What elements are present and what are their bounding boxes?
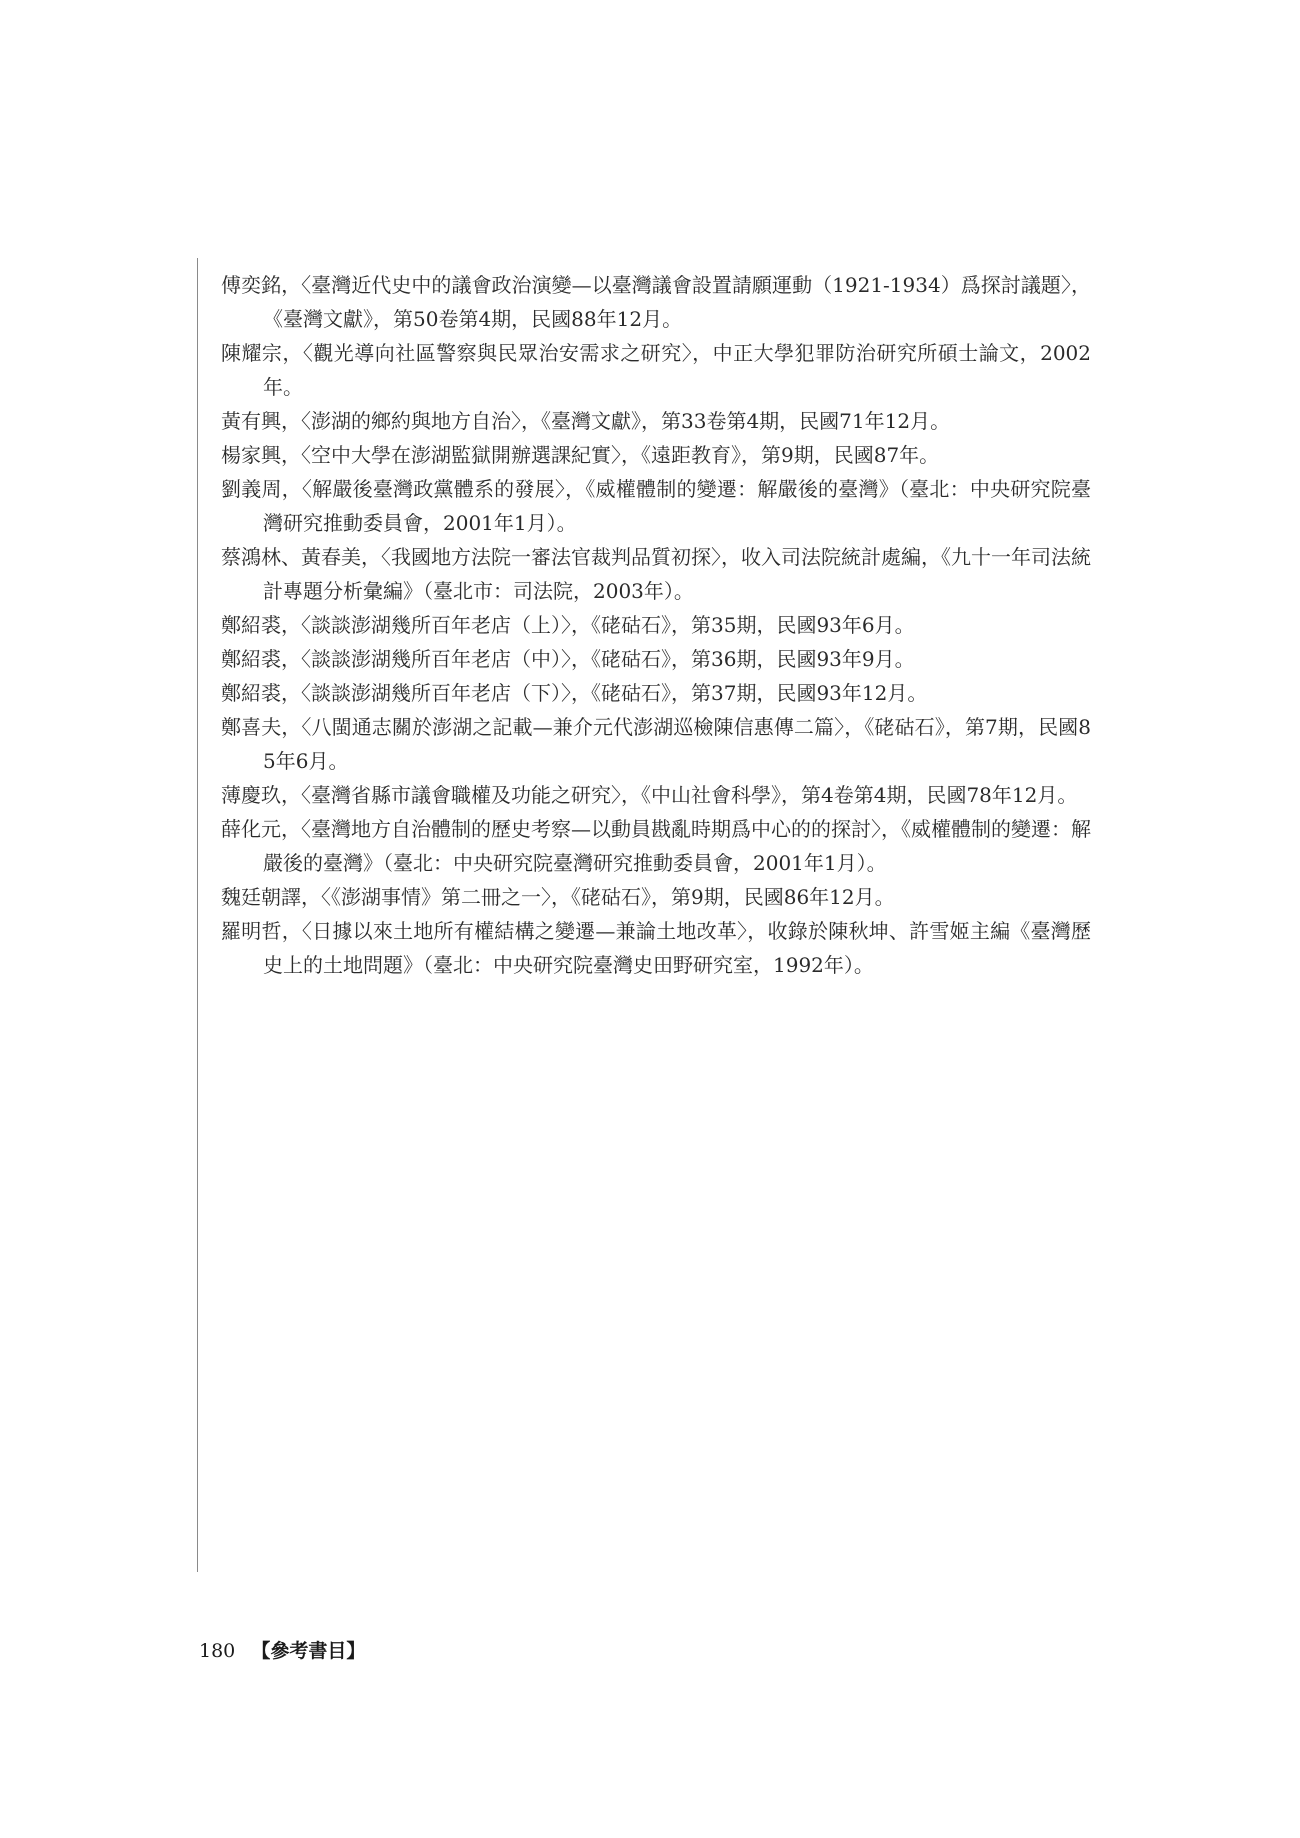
reference-list [221, 268, 1091, 982]
reference-entry: 蔡鴻林、黃春美，〈我國地方法院一審法官裁判品質初探〉，收入司法院統計處編，《九十一年司法統計專題分析彙編》（臺北市：司法院，2003年）。 [221, 545, 1091, 603]
reference-entry: 黃有興，〈澎湖的鄉約與地方自治〉，《臺灣文獻》，第33卷第4期，民國71年12月。 [221, 409, 951, 433]
section-label: 【參考書目】 [251, 1640, 366, 1662]
reference-entry: 鄭紹裘，〈談談澎湖幾所百年老店（中）〉，《硓𥑮石》，第36期，民國93年9月。 [221, 647, 915, 671]
page-footer [199, 1636, 365, 1663]
reference-entry: 傅奕銘，〈臺灣近代史中的議會政治演變—以臺灣議會設置請願運動（1921-1934）爲探討議題〉，《臺灣文獻》，第50卷第4期，民國88年12月。 [221, 273, 1091, 331]
reference-entry: 劉義周，〈解嚴後臺灣政黨體系的發展〉，《威權體制的變遷：解嚴後的臺灣》（臺北：中央研究院臺灣研究推動委員會，2001年1月）。 [221, 477, 1091, 535]
reference-entry: 鄭紹裘，〈談談澎湖幾所百年老店（上）〉，《硓𥑮石》，第35期，民國93年6月。 [221, 613, 915, 637]
reference-entry: 薛化元，〈臺灣地方自治體制的歷史考察—以動員戡亂時期爲中心的的探討〉，《威權體制的變遷：解嚴後的臺灣》（臺北：中央研究院臺灣研究推動委員會，2001年1月）。 [221, 817, 1091, 875]
reference-entry: 魏廷朝譯，〈《澎湖事情》第二冊之一〉，《硓𥑮石》，第9期，民國86年12月。 [221, 885, 895, 909]
reference-entry: 薄慶玖，〈臺灣省縣市議會職權及功能之研究〉，《中山社會科學》，第4卷第4期，民國78年12月。 [221, 783, 1078, 807]
reference-entry: 羅明哲，〈日據以來土地所有權結構之變遷—兼論土地改革〉，收錄於陳秋坤、許雪姬主編《臺灣歷史上的土地問題》（臺北：中央研究院臺灣史田野研究室，1992年）。 [221, 919, 1091, 977]
page-number: 180 [199, 1640, 236, 1662]
reference-entry: 鄭喜夫，〈八閩通志關於澎湖之記載—兼介元代澎湖巡檢陳信惠傳二篇〉，《硓𥑮石》，第7期，民國85年6月。 [221, 715, 1091, 773]
reference-entry: 楊家興，〈空中大學在澎湖監獄開辦選課紀實〉，《遠距教育》，第9期，民國87年。 [221, 443, 940, 467]
reference-entry: 鄭紹裘，〈談談澎湖幾所百年老店（下）〉，《硓𥑮石》，第37期，民國93年12月。 [221, 681, 928, 705]
margin-rule [197, 258, 198, 1572]
reference-entry: 陳耀宗，〈觀光導向社區警察與民眾治安需求之研究〉，中正大學犯罪防治研究所碩士論文，2002年。 [221, 341, 1091, 399]
